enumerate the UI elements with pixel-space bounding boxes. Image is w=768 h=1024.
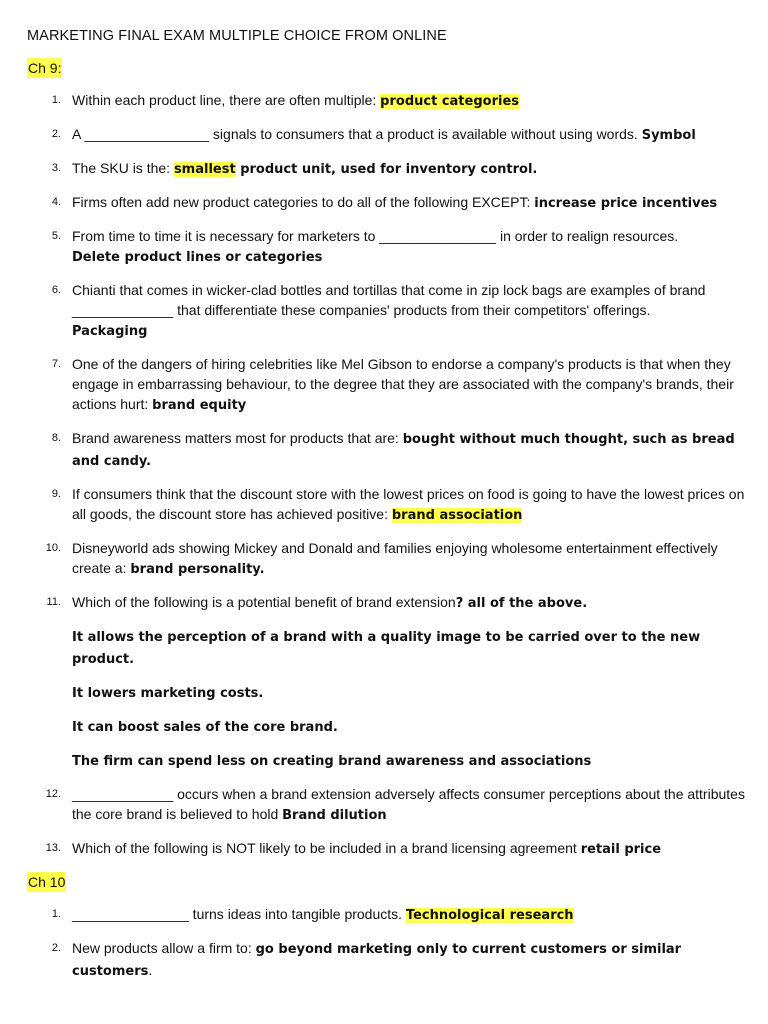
question-text: Which of the following is NOT likely to be included in a brand licensing agreement [72,840,581,856]
question-text: Brand awareness matters most for products that are: [72,430,403,446]
answer: increase price incentives [534,196,718,211]
option-text: The firm can spend less on creating brand awareness and associations [72,754,592,769]
question-9-3 [27,158,747,180]
document-page [27,26,747,994]
option-text: It lowers marketing costs. [72,686,264,701]
question-9-10 [27,538,747,580]
question-number: 3. [51,162,61,174]
chapter-9-heading: Ch 9: [28,60,62,76]
answer: bought without much thought, such as bread and candy. [72,432,735,469]
question-number: 11. [46,596,61,608]
question-text: If consumers think that the discount store with the lowest prices on food is going to have the lowest prices on all goods, the discount store has achieved positive: [72,486,745,522]
answer-highlight: Technological research [405,908,574,923]
question-number: 10. [45,542,61,554]
document-title: MARKETING FINAL EXAM MULTIPLE CHOICE FROM ONLINE [27,28,447,44]
question-9-9 [27,484,747,526]
answer: brand personality. [130,562,265,577]
answer: Packaging [72,324,148,339]
answer: go beyond marketing only to current customers or similar customers [72,942,682,979]
question-number: 12. [45,788,61,800]
chapter-10-question-list [27,904,747,982]
answer: ? all of the above. [455,596,588,611]
question-text: The SKU is the: [72,160,174,176]
question-text: One of the dangers of hiring celebrities like Mel Gibson to endorse a company's products is that when they engage in embarrassing behaviour, to the degree that they are associated with the company's brands, their actions hurt: [72,356,734,412]
question-text: _______________ turns ideas into tangible products. [72,906,406,922]
answer-highlight: brand association [391,508,523,523]
answer-tail: . [148,962,153,978]
question-9-7 [27,354,747,416]
question-9-4 [27,192,747,214]
answer: product unit, used for inventory control. [235,162,538,177]
question-number: 4. [51,196,61,208]
question-number: 5. [51,230,61,242]
question-number: 7. [51,358,61,370]
question-text: _____________ occurs when a brand extension adversely affects consumer perceptions about the attributes the core brand is believed to hold [72,786,745,822]
question-9-6 [27,280,747,342]
chapter-9-question-list [27,90,747,614]
option-1 [27,626,747,670]
question-9-13 [27,838,747,860]
question-number: 1. [51,94,61,106]
question-10-2 [27,938,747,982]
question-9-1 [27,90,747,112]
question-text: Which of the following is a potential benefit of brand extension [72,594,456,610]
answer: retail price [580,842,662,857]
chapter-9-heading-wrap [27,58,747,90]
question-number: 13. [45,842,61,854]
question-number: 1. [51,908,61,920]
question-10-1 [27,904,747,926]
option-text: It can boost sales of the core brand. [72,720,338,735]
answer-highlight: smallest [173,162,236,177]
question-text: Chianti that comes in wicker-clad bottles and tortillas that come in zip lock bags are examples of brand _____________ that differentiate these companies' products from their competitors' offerings. [72,282,706,318]
question-text: From time to time it is necessary for marketers to _______________ in order to realign resources. [72,228,679,244]
answer-highlight: product categories [380,94,519,109]
question-number: 2. [51,128,61,140]
answer: brand equity [152,398,247,413]
answer: Brand dilution [282,808,387,823]
answer: Delete product lines or categories [72,250,323,265]
option-2 [27,682,747,704]
chapter-9-question-list-continued [27,784,747,860]
question-text: Firms often add new product categories to do all of the following EXCEPT: [72,194,535,210]
question-number: 8. [51,432,61,444]
option-3 [27,716,747,738]
chapter-10-heading-wrap [27,872,747,904]
question-9-5 [27,226,747,268]
option-4 [27,750,747,772]
answer: Symbol [641,128,696,143]
question-text: Disneyworld ads showing Mickey and Donald and families enjoying wholesome entertainment effectively create a: [72,540,718,576]
question-number: 6. [51,284,61,296]
question-9-12 [27,784,747,826]
option-text: It allows the perception of a brand with a quality image to be carried over to the new product. [72,630,701,667]
chapter-10-heading: Ch 10 [28,874,66,890]
question-number: 9. [51,488,61,500]
question-number: 2. [51,942,61,954]
question-9-2 [27,124,747,146]
question-9-8 [27,428,747,472]
question-text: A ________________ signals to consumers that a product is available without using words. [72,126,642,142]
question-text: Within each product line, there are often multiple: [72,92,381,108]
question-9-11 [27,592,747,614]
question-text: New products allow a firm to: [72,940,256,956]
